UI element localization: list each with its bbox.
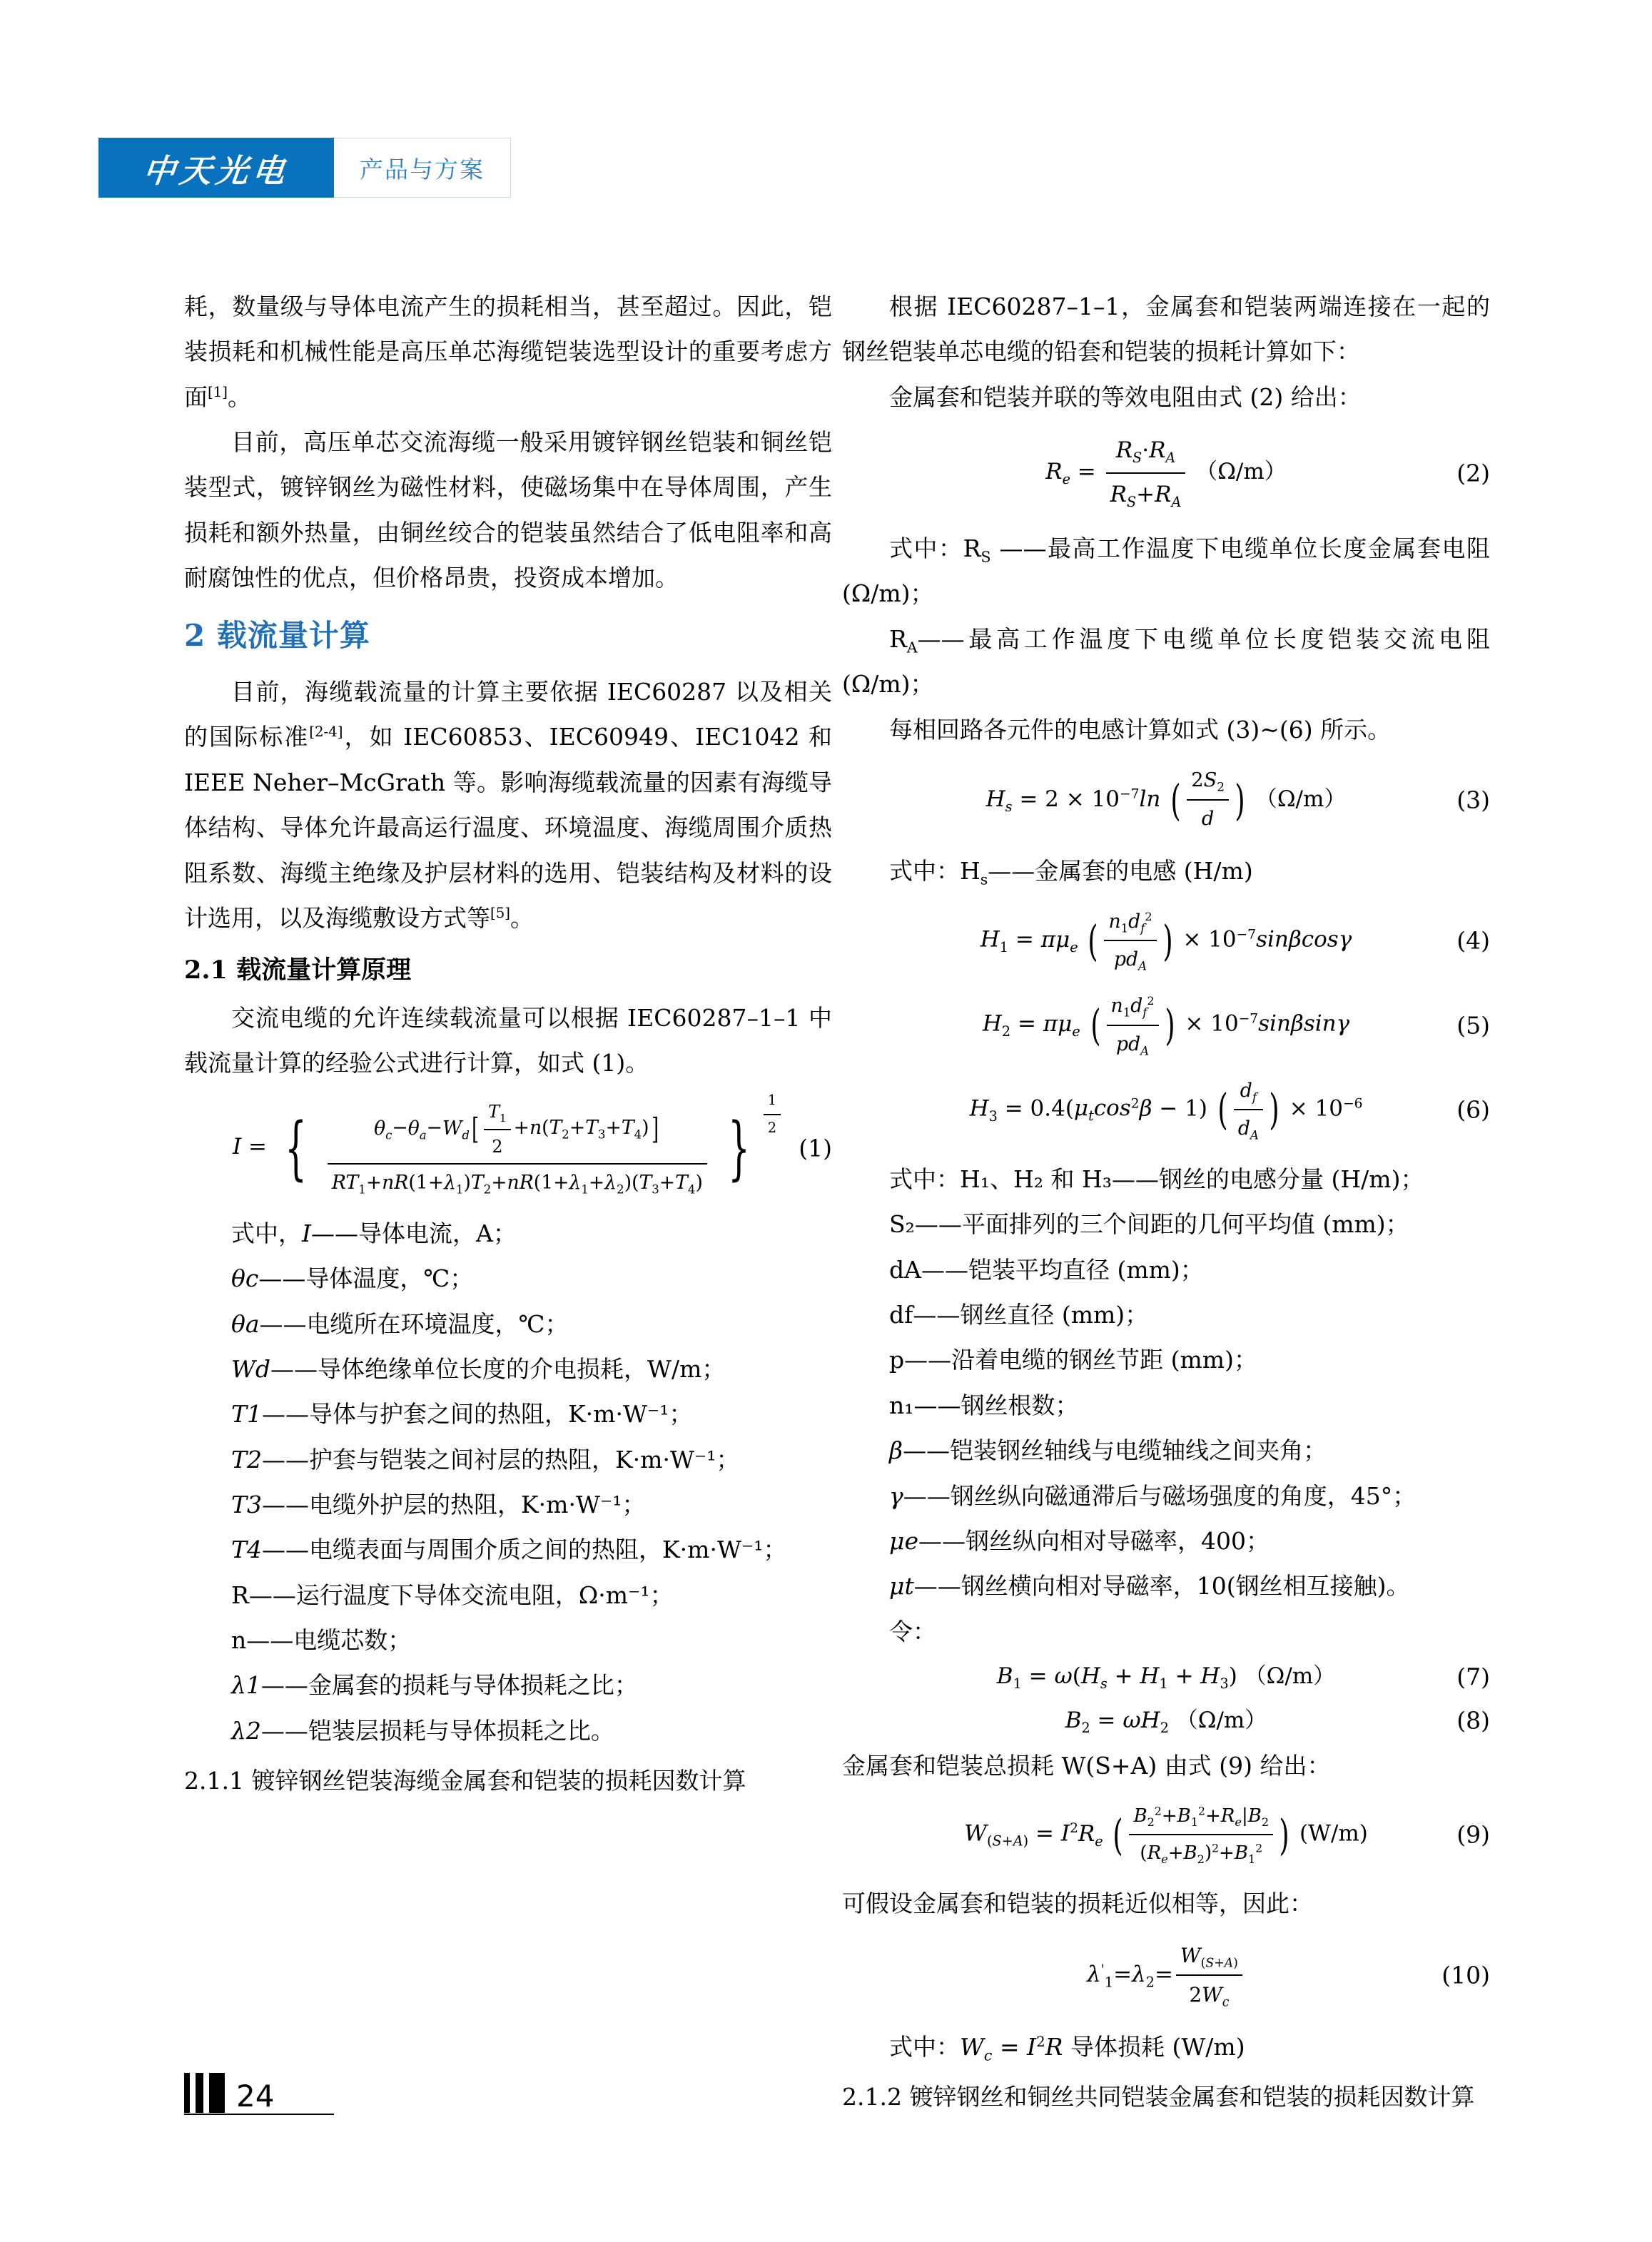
equation-5-body: $H_2 = \pi\mu_e$ ( $\frac{n_1d_f^2}{pd_A}$ ) × $10^{-7}\sin\beta\sin\gamma$ bbox=[983, 988, 1349, 1062]
def-dash: —— bbox=[921, 1255, 968, 1284]
def-dash: —— bbox=[999, 534, 1047, 563]
equation-6-number: (6) bbox=[1456, 1095, 1490, 1124]
def-symbol: γ bbox=[889, 1481, 903, 1510]
def-dash: —— bbox=[259, 1309, 307, 1338]
def-item bbox=[842, 1247, 1490, 1292]
def-item bbox=[184, 1663, 832, 1708]
equation-1-number: (1) bbox=[799, 1134, 832, 1162]
def-text: 导体绝缘单位长度的介电损耗，W/m； bbox=[318, 1354, 726, 1383]
paragraph-iec-intro: 根据 IEC60287–1–1，金属套和铠装两端连接在一起的钢丝铠装单芯电缆的铅套和铠装的损耗计算如下： bbox=[842, 293, 1490, 366]
def-item bbox=[184, 1482, 832, 1527]
def-dash: —— bbox=[258, 1264, 306, 1293]
equation-1-body: I = { $\theta_c-\theta_a-W_d$[ $\frac{T_1}{2}$ $+n(T_2+T_3+T_4)$] $RT_1+nR(1+\lambda_1)T_2+nR(1+\lambda_1+\lambda_2)(T_3+T_4)$ } $\frac{1}{2}$ bbox=[233, 1095, 784, 1200]
page-number: 24 bbox=[236, 2079, 275, 2114]
def-symbol: S₂ bbox=[889, 1210, 915, 1239]
equation-2-unit: （Ω/m） bbox=[1195, 459, 1287, 485]
equation-9-number: (9) bbox=[1456, 1820, 1490, 1849]
def-dash: —— bbox=[262, 1536, 310, 1564]
def-symbol: dA bbox=[889, 1255, 921, 1284]
def-dash: —— bbox=[913, 1572, 961, 1601]
def-dash: —— bbox=[903, 1436, 951, 1465]
heading-section-2-1: 2.1 载流量计算原理 bbox=[184, 955, 412, 985]
def-dash: —— bbox=[1112, 1165, 1160, 1194]
paragraph-continued-end: 。 bbox=[228, 382, 252, 411]
def-item bbox=[842, 1383, 1490, 1428]
heading-section-2-1-2: 2.1.2 镀锌钢丝和铜丝共同铠装金属套和铠装的损耗因数计算 bbox=[842, 2083, 1475, 2111]
equation-6 bbox=[842, 1072, 1490, 1147]
def-dash: —— bbox=[917, 624, 965, 653]
def-dash: —— bbox=[260, 1671, 308, 1700]
def-item bbox=[184, 1437, 832, 1482]
def-item bbox=[184, 1618, 832, 1663]
def-symbol: μe bbox=[889, 1526, 918, 1555]
paragraph-continued bbox=[184, 284, 832, 420]
equation-7-unit: （Ω/m） bbox=[1244, 1663, 1336, 1689]
paragraph-standards bbox=[184, 669, 832, 940]
equation-2 bbox=[842, 430, 1490, 516]
def-text: 铠装层损耗与导体损耗之比。 bbox=[308, 1716, 614, 1745]
paragraph-assume-equal: 可假设金属套和铠装的损耗近似相等，因此： bbox=[842, 1890, 1313, 1918]
def-text: 最高工作温度下电缆单位长度金属套电阻 (Ω/m)； bbox=[842, 534, 1491, 608]
def-text: 钢丝横向相对导磁率，10(钢丝相互接触)。 bbox=[961, 1572, 1410, 1601]
equation-9 bbox=[842, 1798, 1490, 1871]
equation-5-number: (5) bbox=[1456, 1010, 1490, 1039]
equation-4-number: (4) bbox=[1456, 926, 1490, 955]
def-text: 钢丝根数； bbox=[961, 1391, 1079, 1419]
paragraph-standards-end: 。 bbox=[510, 903, 534, 932]
def-rs: 式中：$R_S$ ——最高工作温度下电缆单位长度金属套电阻 (Ω/m)； bbox=[842, 534, 1491, 608]
equation-8-number: (8) bbox=[1456, 1706, 1490, 1735]
section-tab bbox=[334, 138, 511, 198]
def-symbol: n₁ bbox=[889, 1391, 914, 1419]
equation-2-body: $R_e$ = $\frac{R_S\cdot R_A}{R_S+R_A}$ （Ω/m） bbox=[1045, 430, 1287, 516]
def-symbol: df bbox=[889, 1301, 913, 1329]
equation-8-body: $B_2 = \omega H_2$ （Ω/m） bbox=[1065, 1707, 1267, 1736]
page-footer bbox=[184, 2073, 274, 2113]
def-item bbox=[184, 1211, 832, 1256]
paragraph-current-practice: 目前，高压单芯交流海缆一般采用镀锌钢丝铠装和铜丝铠装型式，镀锌钢丝为磁性材料，使磁场集中在导体周围，产生损耗和额外热量，由铜丝绞合的铠装虽然结合了低电阻率和高耐腐蚀性的优点，但价格昂贵，投资成本增加。 bbox=[184, 428, 832, 592]
paragraph-standards-a: 目前，海缆载流量的计算主要依据 IEC60287 以及相关的国际标准 bbox=[184, 678, 832, 751]
def-item bbox=[842, 1202, 1490, 1247]
def-ra: $R_A——$最高工作温度下电缆单位长度铠装交流电阻 (Ω/m)； bbox=[842, 624, 1490, 699]
def-text: 钢丝直径 (mm)； bbox=[960, 1301, 1149, 1329]
def-symbol: T1 bbox=[231, 1400, 263, 1429]
def-item bbox=[184, 1708, 832, 1753]
citation-ref-1: [1] bbox=[208, 383, 228, 400]
def-symbol: T2 bbox=[231, 1445, 263, 1473]
citation-ref-5: [5] bbox=[490, 904, 511, 921]
def-text: 沿着电缆的钢丝节距 (mm)； bbox=[951, 1346, 1257, 1374]
def-dash: —— bbox=[262, 1400, 310, 1429]
def-dash: —— bbox=[248, 1581, 296, 1609]
equation-4-body: $H_1 = \pi\mu_e$ ( $\frac{n_1d_f^2}{pd_A}$ ) × $10^{-7}\sin\beta\cos\gamma$ bbox=[980, 903, 1352, 978]
equation-3 bbox=[842, 762, 1490, 838]
def-text: 钢丝纵向磁通滞后与磁场强度的角度，45°； bbox=[950, 1481, 1417, 1510]
def-dash: —— bbox=[270, 1354, 318, 1383]
equation-2-number: (2) bbox=[1456, 458, 1490, 487]
def-item bbox=[184, 1391, 832, 1436]
left-column bbox=[184, 284, 832, 1805]
def-symbol: μt bbox=[889, 1572, 914, 1601]
def-dash: —— bbox=[913, 1391, 961, 1419]
def-text: 金属套的损耗与导体损耗之比； bbox=[308, 1671, 638, 1700]
def-item bbox=[184, 1346, 832, 1391]
company-logo bbox=[98, 138, 334, 198]
citation-ref-2-4: [2-4] bbox=[309, 724, 343, 741]
def-dash: —— bbox=[988, 856, 1035, 885]
heading-section-2-1-1: 2.1.1 镀锌钢丝铠装海缆金属套和铠装的损耗因数计算 bbox=[184, 1767, 746, 1795]
company-logo-text: 中天光电 bbox=[141, 151, 291, 190]
def-symbol: p bbox=[889, 1346, 905, 1374]
def-item bbox=[842, 1292, 1490, 1337]
def-text: 电缆外护层的热阻，K·m·W⁻¹； bbox=[309, 1490, 646, 1518]
def-text: 金属套的电感 (H/m) bbox=[1035, 856, 1253, 885]
def-dash: —— bbox=[918, 1526, 966, 1555]
def-dash: —— bbox=[913, 1301, 961, 1329]
equation-7-number: (7) bbox=[1456, 1663, 1490, 1691]
def-item bbox=[842, 1157, 1490, 1202]
def-symbol: T4 bbox=[231, 1536, 263, 1564]
def-dash: —— bbox=[903, 1481, 951, 1510]
def-item bbox=[842, 1473, 1490, 1518]
def-symbol: T3 bbox=[231, 1490, 263, 1518]
def-text: 铠装钢丝轴线与电缆轴线之间夹角； bbox=[950, 1436, 1327, 1465]
equation-3-body: $H_s = 2 \times 10^{-7}\ln$ ( $\frac{2S_2}{d}$ ) （Ω/m） bbox=[986, 762, 1347, 838]
def-symbol: H₁、H₂ 和 H₃ bbox=[960, 1165, 1113, 1194]
right-column bbox=[842, 284, 1490, 2121]
def-text: 平面排列的三个间距的几何平均值 (mm)； bbox=[961, 1210, 1409, 1239]
def-symbol: β bbox=[889, 1436, 903, 1465]
def-symbol: Wd bbox=[231, 1354, 271, 1383]
equation-7 bbox=[842, 1655, 1490, 1698]
equation-3-number: (3) bbox=[1456, 786, 1490, 814]
def-symbol: θc bbox=[231, 1264, 259, 1293]
def-dash: —— bbox=[260, 1716, 308, 1745]
paragraph-formula-intro: 交流电缆的允许连续载流量可以根据 IEC60287–1–1 中载流量计算的经验公式进行计算，如式 (1)。 bbox=[184, 1003, 832, 1077]
footer-rule bbox=[184, 2114, 334, 2115]
def-dash: —— bbox=[262, 1490, 310, 1518]
equation-10 bbox=[842, 1937, 1490, 2014]
equation-6-body: $H_3 = 0.4(\mu_t\cos^2\beta - 1)$ ( $\frac{d_f}{d_A}$ ) × $10^{-6}$ bbox=[970, 1072, 1363, 1147]
def-symbol: λ2 bbox=[231, 1716, 261, 1745]
equation-4 bbox=[842, 903, 1490, 978]
page-header bbox=[98, 138, 511, 198]
def-item bbox=[184, 1527, 832, 1572]
def-item bbox=[842, 1563, 1490, 1608]
def-text: 电缆芯数； bbox=[293, 1626, 412, 1655]
def-symbol: n bbox=[231, 1626, 247, 1655]
equation-8 bbox=[842, 1700, 1490, 1743]
def-prefix: 式中， bbox=[231, 1219, 302, 1247]
def-text: 导体温度，℃； bbox=[305, 1264, 474, 1293]
def-symbol: λ1 bbox=[231, 1671, 261, 1700]
def-item bbox=[842, 1337, 1490, 1382]
def-item bbox=[842, 1428, 1490, 1473]
def-dash: —— bbox=[311, 1219, 359, 1247]
def-prefix: 式中： bbox=[889, 1165, 960, 1194]
paragraph-equivalent-resistance: 金属套和铠装并联的等效电阻由式 (2) 给出： bbox=[889, 382, 1362, 411]
def-dash: —— bbox=[904, 1346, 952, 1374]
paragraph-standards-b: ，如 IEC60853、IEC60949、IEC1042 和 IEEE Neher–McGrath 等。影响海缆载流量的因素有海缆导体结构、导体允许最高运行温度、环境温度、海缆周围介质热阻系数、海缆主绝缘及护层材料的选用、铠装结构及材料的设计选用，以及海缆敷设方式等 bbox=[184, 723, 832, 932]
def-symbol: I bbox=[302, 1219, 312, 1247]
def-text: 钢丝的电感分量 (H/m)； bbox=[1159, 1165, 1424, 1194]
section-tab-label: 产品与方案 bbox=[360, 155, 485, 183]
def-item bbox=[184, 1573, 832, 1618]
paragraph-total-loss: 金属套和铠装总损耗 W(S+A) 由式 (9) 给出： bbox=[842, 1752, 1331, 1780]
def-wc: 式中：$W_c = I^2R$ 导体损耗 (W/m) bbox=[889, 2032, 1245, 2064]
def-text: 导体与护套之间的热阻，K·m·W⁻¹； bbox=[309, 1400, 693, 1429]
def-text: 护套与铠装之间衬层的热阻，K·m·W⁻¹； bbox=[309, 1445, 740, 1473]
equation-8-unit: （Ω/m） bbox=[1175, 1707, 1267, 1733]
equation-10-number: (10) bbox=[1441, 1961, 1490, 1989]
def-item bbox=[184, 1256, 832, 1301]
equation-3-unit: （Ω/m） bbox=[1255, 786, 1347, 812]
def-text: 钢丝纵向相对导磁率，400； bbox=[965, 1526, 1270, 1555]
equation-10-body: $\lambda'_1=\lambda_2=$ $\frac{W_{(S+A)}}{2W_c}$ bbox=[1087, 1937, 1245, 2014]
def-dash: —— bbox=[262, 1445, 310, 1473]
def-item bbox=[842, 1518, 1490, 1563]
def-prefix: 式中： bbox=[889, 856, 960, 885]
def-prefix: 式中： bbox=[889, 2032, 960, 2061]
equation-7-body: $B_1 = \omega(H_s + H_1 + H_3)$ （Ω/m） bbox=[996, 1663, 1336, 1693]
equation-9-body: $W_{(S+A)} = I^2R_e$ ( $\frac{B_2^2+B_1^2+R_e|B_2}{(R_e+B_2)^2+B_1^2}$ ) (W/m) bbox=[964, 1798, 1368, 1871]
def-text: 最高工作温度下电缆单位长度铠装交流电阻 (Ω/m)； bbox=[842, 624, 1490, 699]
footer-bars-icon bbox=[184, 2073, 230, 2113]
def-dash: —— bbox=[914, 1210, 962, 1239]
def-text: 铠装平均直径 (mm)； bbox=[968, 1255, 1204, 1284]
def-text: 运行温度下导体交流电阻，Ω·m⁻¹； bbox=[295, 1581, 674, 1609]
def-hs: 式中：$H_s——$金属套的电感 (H/m) bbox=[889, 856, 1253, 888]
heading-section-2: 2 载流量计算 bbox=[184, 617, 370, 653]
paragraph-continued-text: 耗，数量级与导体电流产生的损耗相当，甚至超过。因此，铠装损耗和机械性能是高压单芯海缆铠装选型设计的重要考虑方面 bbox=[184, 293, 832, 411]
def-dash: —— bbox=[246, 1626, 294, 1655]
def-item bbox=[184, 1302, 832, 1346]
equation-5 bbox=[842, 988, 1490, 1062]
def-text: 电缆表面与周围介质之间的热阻，K·m·W⁻¹； bbox=[309, 1536, 787, 1564]
def-symbol: R bbox=[231, 1581, 249, 1609]
def-symbol: θa bbox=[231, 1309, 260, 1338]
let-label: 令： bbox=[889, 1617, 936, 1645]
paragraph-inductance: 每相回路各元件的电感计算如式 (3)~(6) 所示。 bbox=[889, 715, 1392, 744]
def-text: 电缆所在环境温度，℃； bbox=[306, 1309, 569, 1338]
def-text: 导体电流，A； bbox=[358, 1219, 517, 1247]
equation-1 bbox=[184, 1091, 832, 1200]
def-prefix: 式中： bbox=[889, 534, 963, 563]
